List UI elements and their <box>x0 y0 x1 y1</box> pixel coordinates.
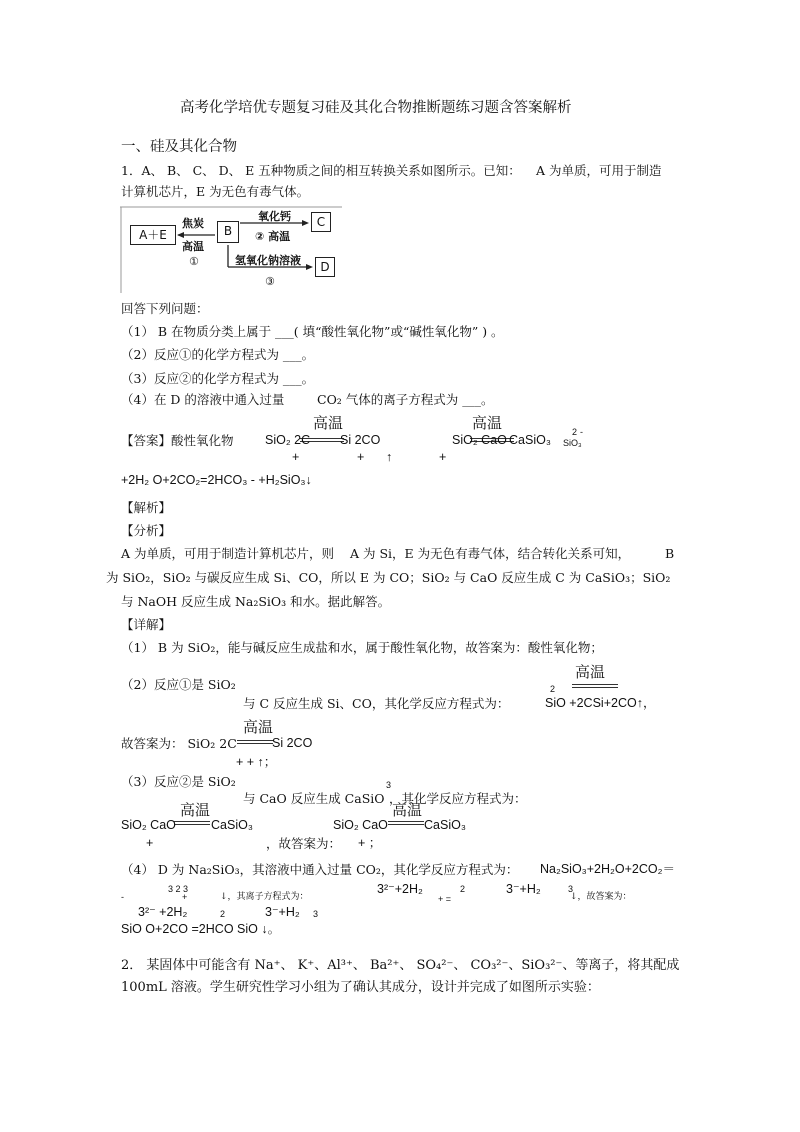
detail-4-r1: 3 2 3 <box>168 884 189 894</box>
ans-eq2-left: SiO₂ CaO <box>452 433 507 447</box>
label-naoh: 氢氧化钠溶液 <box>235 254 301 267</box>
detail-2-plus: + + ↑； <box>236 755 277 769</box>
detail-4-r1e: 3⁻+H₂ <box>506 882 541 896</box>
equal-bar-3 <box>572 684 618 688</box>
q1-line1-b: A 为单质，可用于制造 <box>536 163 662 178</box>
label-reaction-1: ① <box>189 255 199 268</box>
equal-bar-5 <box>174 821 210 825</box>
detail-4-r1-plus: + <box>182 892 188 902</box>
ans-up: ↑ <box>386 450 393 464</box>
jiexi-label: 【解析】 <box>121 500 172 515</box>
analysis-line1-a: A 为单质，可用于制造计算机芯片，则 <box>121 546 335 561</box>
q1-line2: 计算机芯片，E 为无色有毒气体。 <box>121 184 310 199</box>
detail-4-r1b: ↓，其离子方程式为： <box>220 892 309 902</box>
label-reaction-3: ③ <box>265 275 275 288</box>
gw-label-4: 高温 <box>243 718 274 736</box>
ans-eq2-right: CaSiO₃ <box>509 433 551 447</box>
xiangjie-label: 【详解】 <box>121 617 172 632</box>
detail-4-r1c: 3²⁻+2H₂ <box>377 882 423 896</box>
equal-bar-6 <box>388 821 424 825</box>
detail-3-eq4: CaSiO₃ <box>424 818 466 832</box>
ans-sio3-minus: - <box>580 427 583 437</box>
detail-3-eq2: CaSiO₃ <box>211 818 253 832</box>
equal-bar-4 <box>237 740 273 744</box>
reaction-diagram <box>120 205 342 295</box>
analysis-line1-b: A 为 Si，E 为无色有毒气体，结合转化关系可知， <box>350 546 631 561</box>
ans-eq1-left: SiO₂ 2C <box>265 433 311 447</box>
ans-sio3: SiO₃ <box>563 438 582 448</box>
box-c: C <box>311 212 331 232</box>
analysis-line3: 与 NaOH 反应生成 Na₂SiO₃ 和水。据此解答。 <box>121 594 391 609</box>
detail-2-c: SiO +2CSi+2CO↑， <box>545 696 656 710</box>
detail-3-c: ，其化学反应方程式为： <box>389 791 527 806</box>
section-heading: 一、硅及其化合物 <box>121 139 237 155</box>
q1-sub4: （4）在 D 的溶液中通入过量 <box>121 392 285 407</box>
detail-3-a: （3）反应②是 SiO₂ <box>121 774 236 789</box>
detail-2-sub: 2 <box>550 684 556 694</box>
fenxi-label: 【分析】 <box>121 523 172 538</box>
detail-4-r3: SiO O+2CO =2HCO SiO ↓。 <box>121 922 281 936</box>
detail-3-end: + ； <box>358 836 382 850</box>
detail-3-eq1: SiO₂ CaO <box>121 818 176 832</box>
detail-4-r1d: 2 <box>460 884 466 894</box>
detail-3-plus: + <box>146 836 154 850</box>
ans-plus-1: + <box>292 450 300 464</box>
detail-3-mid: ，故答案为： <box>266 836 342 851</box>
box-a-e: A＋E <box>130 225 176 245</box>
ans-plus-2: + <box>357 450 365 464</box>
q2-line1: 2． 某固体中可能含有 Na⁺、 K⁺、Al³⁺、 Ba²⁺、 SO₄²⁻、 CO₃²⁻、SiO₃²⁻、等离子，将其配成 <box>121 958 680 973</box>
detail-4-r1f: 3 <box>568 884 574 894</box>
detail-4-r1-eq: + = <box>438 894 452 904</box>
detail-2-ans2: Si 2CO <box>272 736 313 750</box>
detail-3-sup: 3 <box>386 780 392 790</box>
detail-4-r2c: 3⁻+H₂ <box>265 905 300 919</box>
label-reaction-2: ② 高温 <box>255 230 291 243</box>
gw-label-3: 高温 <box>575 663 606 681</box>
detail-4-dash: - <box>121 892 124 902</box>
ans-sio3-charge: 2 <box>572 427 578 437</box>
gw-label-2: 高温 <box>472 414 503 432</box>
box-b: B <box>217 221 239 243</box>
page-title: 高考化学培优专题复习硅及其化合物推断题练习题含答案解析 <box>180 100 572 116</box>
gw-label-5: 高温 <box>180 801 211 819</box>
detail-2-ans: 故答案为： SiO₂ 2C <box>121 736 237 751</box>
q1-sub4-b: CO₂ 气体的离子方程式为 ___。 <box>317 392 494 407</box>
detail-4-r2a: 3²⁻ +2H₂ <box>138 905 188 919</box>
detail-4-b: Na₂SiO₃+2H₂O+2CO₂＝ <box>540 862 675 876</box>
q1-sub2: （2）反应①的化学方程式为 ___。 <box>121 347 315 362</box>
q1-line1: 1．A、 B、 C、 D、 E 五种物质之间的相互转换关系如图所示。已知： <box>121 163 521 178</box>
answer-head: 【答案】酸性氧化物 <box>121 433 234 448</box>
detail-3-eq3: SiO₂ CaO <box>333 818 388 832</box>
detail-4-a: （4） D 为 Na₂SiO₃，其溶液中通入过量 CO₂，其化学反应方程式为： <box>121 862 519 877</box>
diagram-lines <box>120 205 342 295</box>
label-cao: 氧化钙 <box>258 210 291 223</box>
q1-sub3: （3）反应②的化学方程式为 ___。 <box>121 371 315 386</box>
ans-eq1-right: Si 2CO <box>340 433 381 447</box>
label-coke: 焦炭 <box>182 217 204 230</box>
q2-line2: 100mL 溶液。学生研究性学习小组为了确认其成分，设计并完成了如图所示实验： <box>121 980 600 995</box>
detail-4-r2d: 3 <box>313 909 319 919</box>
box-d: D <box>315 257 335 277</box>
detail-2-b: 与 C 反应生成 Si、CO，其化学反应方程式为： <box>243 696 510 711</box>
ans-plus-3: + <box>439 450 447 464</box>
detail-3-b: 与 CaO 反应生成 CaSiO <box>243 791 385 806</box>
analysis-line1-c: B <box>665 546 675 561</box>
q1-sub1: （1） B 在物质分类上属于 ___( 填“酸性氧化物”或“碱性氧化物” ) 。 <box>121 324 504 339</box>
detail-1: （1） B 为 SiO₂，能与碱反应生成盐和水，属于酸性氧化物，故答案为：酸性氧化物； <box>121 640 603 655</box>
detail-4-r2b: 2 <box>220 909 226 919</box>
detail-2-a: （2）反应①是 SiO₂ <box>121 677 236 692</box>
analysis-line2: 为 SiO₂，SiO₂ 与碳反应生成 Si、CO，所以 E 为 CO；SiO₂ 与 CaO 反应生成 C 为 CaSiO₃；SiO₂ <box>106 570 671 585</box>
label-high-temp-1: 高温 <box>182 240 204 253</box>
ans-line2: +2H₂ O+2CO₂=2HCO₃ - +H₂SiO₃↓ <box>121 473 312 487</box>
detail-4-r1g: ↓，故答案为： <box>570 892 632 902</box>
gw-label-1: 高温 <box>313 414 344 432</box>
gw-label-6: 高温 <box>392 801 423 819</box>
q1-prompt: 回答下列问题： <box>121 301 209 316</box>
